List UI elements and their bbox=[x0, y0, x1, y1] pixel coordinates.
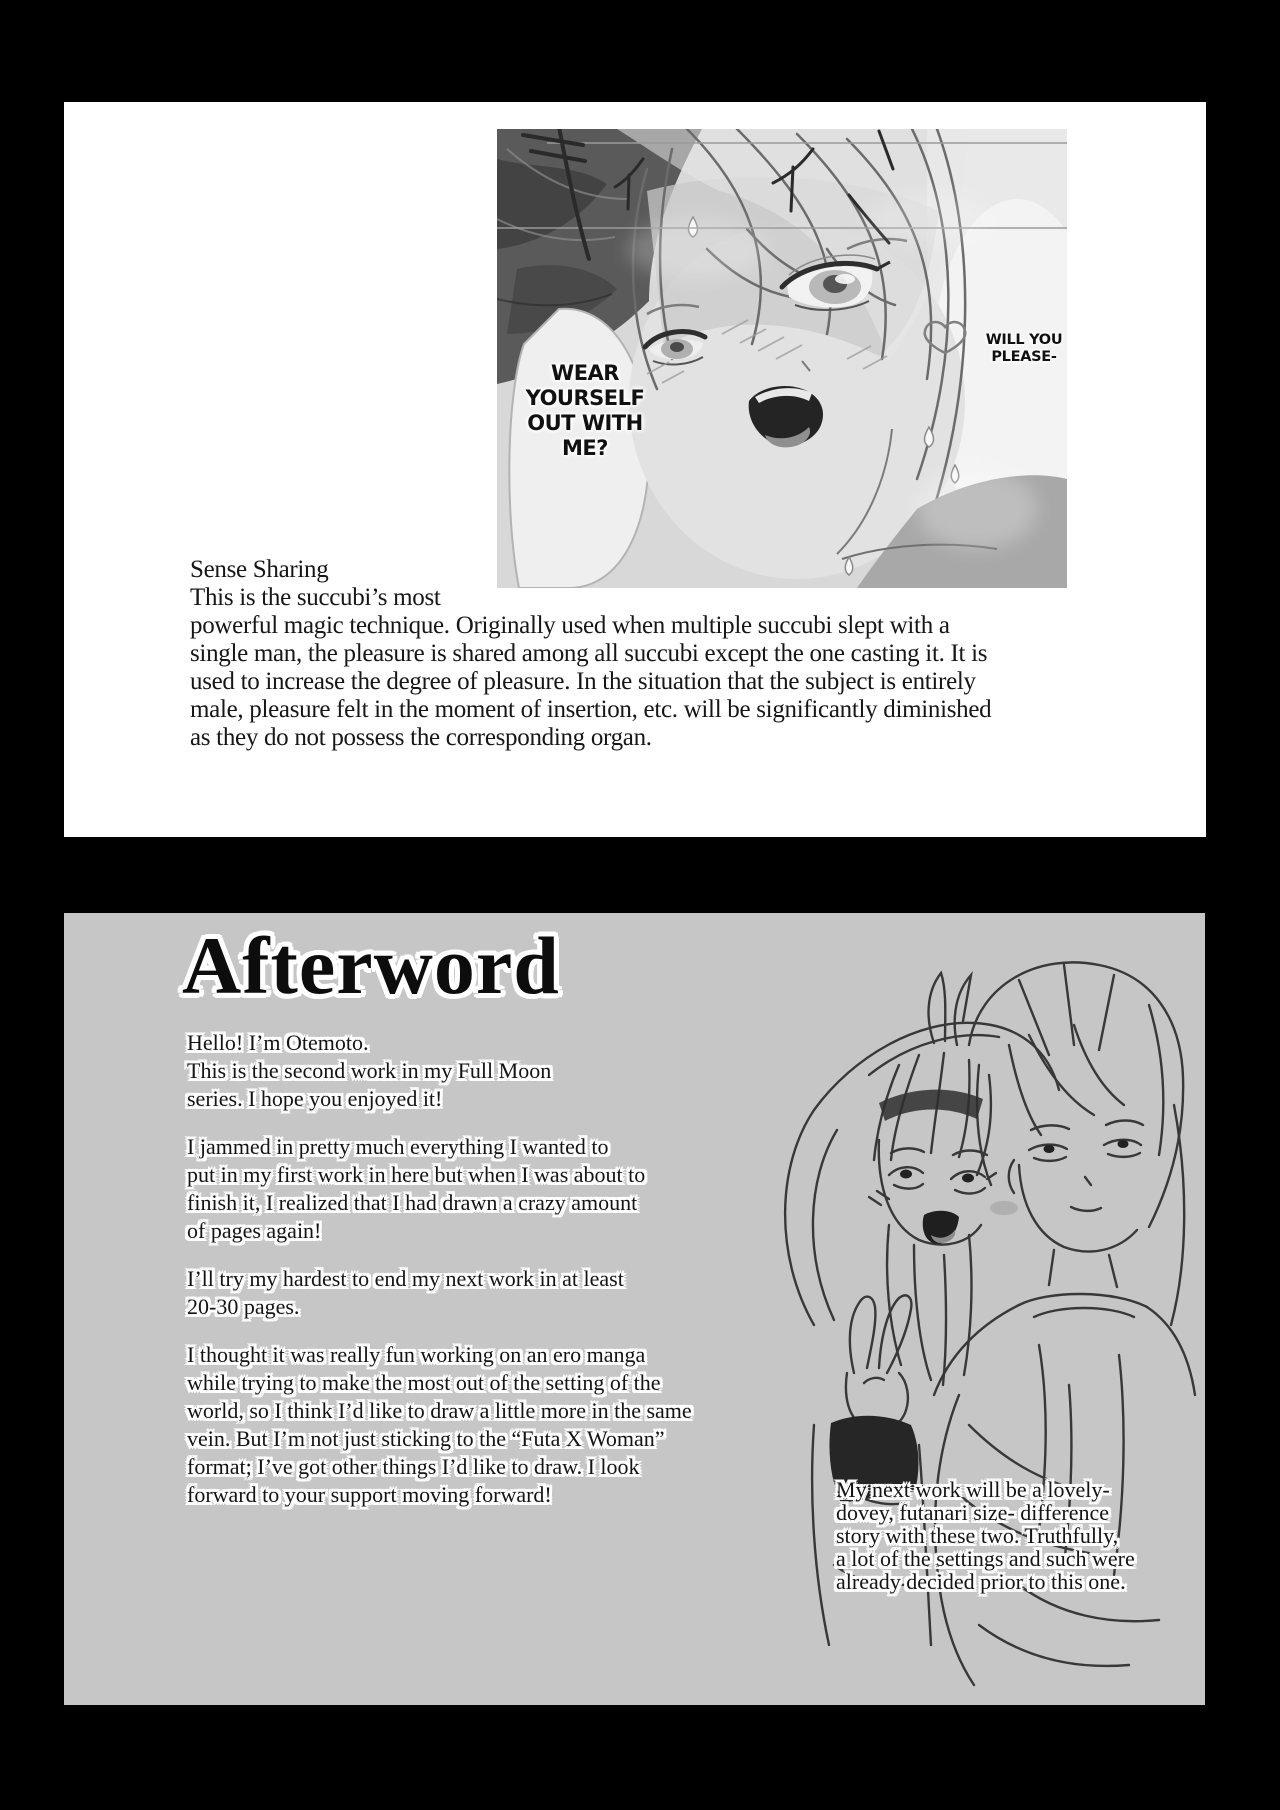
sense-sharing-panel bbox=[64, 102, 1206, 837]
speech-bubble-will-you-please: WILL YOU PLEASE- bbox=[985, 332, 1063, 365]
manga-panel-image bbox=[497, 129, 1067, 588]
afterword-panel bbox=[64, 913, 1205, 1705]
next-work-caption: My next work will be a lovely- dovey, futanari size- difference story with these two. Truthfully, a lot of the settings and such were already decided prior to this one. bbox=[836, 1477, 1135, 1594]
speech-bubble-wear-yourself-out: WEAR YOURSELF OUT WITH ME? bbox=[525, 361, 645, 460]
afterword-paragraph-1: Hello! I’m Otemoto. This is the second work in my Full Moon series. I hope you enjoyed it! bbox=[187, 1030, 552, 1111]
afterword-paragraph-4: I thought it was really fun working on an ero manga while trying to make the most out of the setting of the world, so I think I’d like to draw a little more in the same vein. But I’m not just sticking to the “Futa X Woman” format; I’ve got other things I’d like to draw. I look forward to your support moving forward! bbox=[187, 1342, 692, 1507]
sense-sharing-text: Sense Sharing This is the succubi’s most powerful magic technique. Originally used when multiple succubi slept with a single man, the pleasure is shared among all succubi except the one casting it. It is used to increase the degree of pleasure. In the situation that the subject is entirely male, pleasure felt in the moment of insertion, etc. will be significantly diminished as they do not possess the corresponding organ. bbox=[190, 556, 992, 751]
afterword-body bbox=[187, 1029, 692, 1529]
afterword-title: Afterword bbox=[182, 920, 560, 1011]
afterword-paragraph-2: I jammed in pretty much everything I wanted to put in my first work in here but when I was about to finish it, I realized that I had drawn a crazy amount of pages again! bbox=[187, 1134, 646, 1243]
afterword-paragraph-3: I’ll try my hardest to end my next work in at least 20-30 pages. bbox=[187, 1266, 624, 1319]
